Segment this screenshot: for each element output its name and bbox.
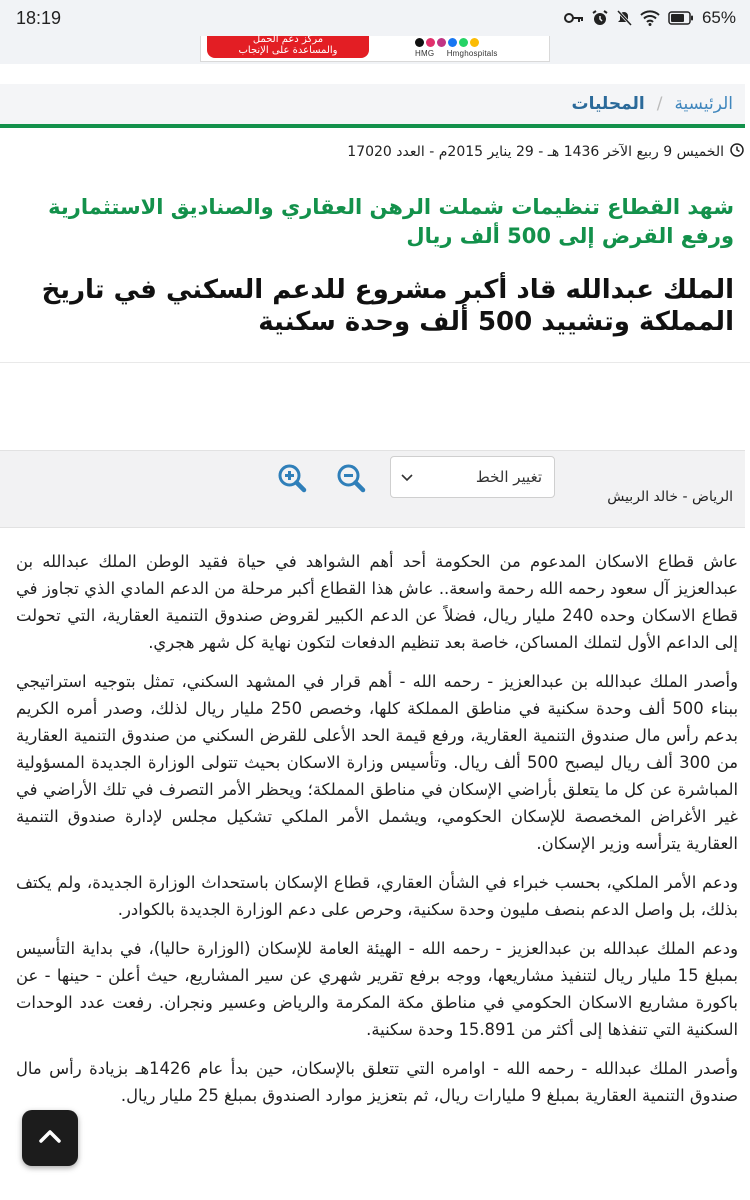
clock-icon [730, 143, 744, 161]
article-title: الملك عبدالله قاد أكبر مشروع للدعم السكني في تاريخ المملكة وتشييد 500 ألف وحدة سكنية [41, 275, 734, 337]
ad-handle-short: HMG [415, 49, 435, 58]
breadcrumb-separator: / [656, 94, 663, 114]
instagram-icon [426, 38, 435, 47]
status-time: 18:19 [16, 7, 62, 28]
article-author: الرياض - خالد الربيش [607, 489, 733, 505]
youtube-icon [470, 38, 479, 47]
x-icon [415, 38, 424, 47]
ad-red-panel [207, 36, 369, 58]
ad-text-line2: والمساعدة على الإنجاب [238, 45, 338, 56]
article-paragraph: عاش قطاع الاسكان المدعوم من الحكومة أحد أهم الشواهد في حياة فقيد الوطن الملك عبدالله بن عبدالعزيز آل سعود رحمه الله رحمة واسعة.. عاش هذا القطاع أكبر مرحلة من الدعم المادي الذي تجاوز في قطاع الاسكان وحده 240 مليار ريال، فضلاً عن الدعم الكبير لقروض صندوق التنمية العقارية، التي تحولت إلى الداعم الأول لتملك المساكن، خاصة بعد تنظيم الدفعات لتكون نهاية كل شهر هجري. [16, 552, 738, 652]
header-divider [0, 362, 750, 363]
snapchat-icon [437, 38, 446, 47]
battery-percent: 65% [701, 8, 736, 27]
article-body [16, 548, 738, 1121]
article-paragraph: ودعم الملك عبدالله بن عبدالعزيز - رحمه الله - الهيئة العامة للإسكان (الوزارة حاليا)، في بداية التأسيس بمبلغ 15 مليار ريال لتنفيذ مشاريعها، ووجه برفع تقرير شهري عن سير المشاريع، حيث أعلن - حينها - عن باكورة مشاريع الاسكان الحكومي في مناطق مكة المكرمة والرياض وعسير ونجران. رفعت عدد الوحدات السكنية التي تنفذها إلى أكثر من 15.891 وحدة سكنية. [16, 939, 738, 1039]
article-paragraph: وأصدر الملك عبدالله بن عبدالعزيز - رحمه الله - أهم قرار في المشهد السكني، تمثل بتوجيه استراتيجي ببناء 500 ألف وحدة سكنية في مناطق المملكة كلها، وخصص 250 مليار ريال لذلك، وصدر أمره الكريم بدعم رأس مال صندوق التنمية العقارية، ورفع قيمة الحد الأعلى للقرض السكني من صندوق التنمية العقارية من 300 ألف ريال ليصبح 500 ألف ريال. وتأسيس وزارة الاسكان بحيث تتولى الوزارة الجديدة المسؤولية المباشرة عن كل ما يتعلق بأراضي الإسكان في مناطق المملكة؛ ويحظر الأمر التصرف في تلك الأراضي في غير الأغراض المخصصة للإسكان الحكومي، ويشمل الأمر الملكي تشكيل مجلس لإدارة صندوق التنمية العقارية يترأسه وزير الإسكان. [16, 672, 739, 853]
ad-text-line1: مركز دعم الحمل [252, 34, 324, 45]
zoom-out-icon [336, 478, 366, 497]
back-to-top-button[interactable] [22, 1110, 78, 1166]
key-icon [564, 11, 584, 25]
status-icons [564, 8, 736, 28]
ad-handles [415, 49, 498, 58]
zoom-out-button[interactable] [336, 463, 366, 493]
chevron-down-icon [401, 468, 413, 486]
font-select-label: تغيير الخط [475, 468, 542, 486]
battery-icon [668, 11, 694, 25]
chevron-up-icon [38, 1128, 62, 1148]
article-paragraph: وأصدر الملك عبدالله - رحمه الله - اوامره التي تتعلق بالإسكان، حين بدأ عام 1426هـ بزيادة رأس مال صندوق التنمية العقارية بمبلغ 9 مليارات ريال، ثم بتعزيز موارد الصندوق بمبلغ 25 مليار ريال. [16, 1059, 738, 1105]
alarm-icon [592, 10, 608, 26]
article-toolbar [0, 450, 745, 528]
zoom-in-icon [277, 478, 307, 497]
article-subtitle: شهد القطاع تنظيمات شملت الرهن العقاري والصناديق الاستثمارية ورفع القرض إلى 500 ألف ريال [48, 195, 734, 248]
wifi-icon [640, 10, 660, 26]
breadcrumb [0, 84, 745, 128]
article-date-line [4, 142, 744, 162]
breadcrumb-current-link[interactable]: المحليات [571, 94, 645, 114]
mute-icon [616, 10, 632, 26]
ad-banner[interactable] [200, 36, 550, 62]
ad-handle-long: Hmghospitals [446, 49, 498, 58]
breadcrumb-home-link[interactable]: الرئيسية [674, 94, 733, 114]
zoom-in-button[interactable] [277, 463, 307, 493]
font-change-select[interactable] [390, 456, 555, 498]
status-bar [0, 0, 750, 36]
ad-social-icons [415, 38, 479, 47]
whatsapp-icon [459, 38, 468, 47]
facebook-icon [448, 38, 457, 47]
ad-area [0, 36, 750, 64]
article-paragraph: ودعم الأمر الملكي، بحسب خبراء في الشأن العقاري، قطاع الإسكان باستحداث الوزارة الجديدة، ولم يكتف بذلك، بل واصل الدعم بنصف مليون وحدة سكنية، وحرص على دعم الوزارة الجديدة بالكوادر. [16, 873, 738, 919]
article-date: الخميس 9 ربيع الآخر 1436 هـ - 29 يناير 2015م - العدد 17020 [347, 144, 724, 160]
